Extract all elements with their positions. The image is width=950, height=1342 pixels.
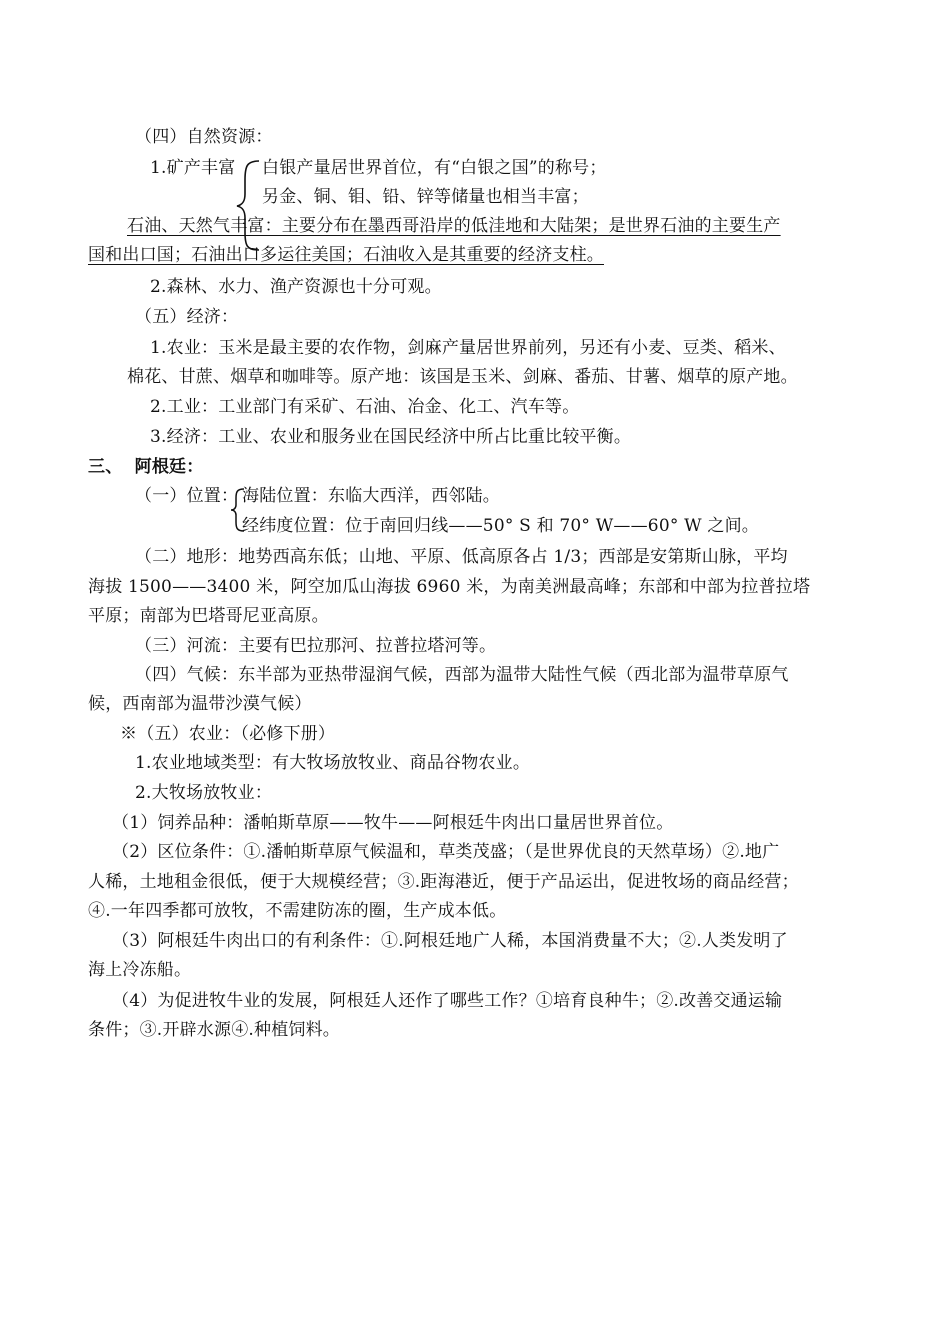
heading-economy: （五）经济： xyxy=(135,307,239,327)
item-beef-export-cont: 海上冷冻船。 xyxy=(88,960,192,980)
item-breeds: （1）饲养品种：潘帕斯草原——牧牛——阿根廷牛肉出口量居世界首位。 xyxy=(112,813,674,833)
item-lat-lon-location: 经纬度位置：位于南回归线——50° S 和 70° W——60° W 之间。 xyxy=(242,516,760,536)
item-oil-gas-cont: 国和出口国；石油出口多运往美国；石油收入是其重要的经济支柱。 xyxy=(88,245,604,265)
item-development-work: （4）为促进牧牛业的发展，阿根廷人还作了哪些工作？①培育良种牛；②.改善交通运输 xyxy=(112,991,783,1011)
brace-icon xyxy=(233,158,263,253)
item-development-work-cont: 条件；③.开辟水源④.种植饲料。 xyxy=(88,1020,341,1040)
item-beef-export: （3）阿根廷牛肉出口的有利条件：①.阿根廷地广人稀，本国消费量不大；②.人类发明了 xyxy=(112,931,788,951)
item-oil-gas: 石油、天然气丰富：主要分布在墨西哥沿岸的低洼地和大陆架；是世界石油的主要生产 xyxy=(127,216,781,236)
item-ranching: 2.大牧场放牧业： xyxy=(135,783,273,803)
item-location-conditions-cont1: 人稀，土地租金很低，便于大规模经营；③.距海港近，便于产品运出，促进牧场的商品经营； xyxy=(88,872,799,892)
item-minerals-label: 1.矿产丰富 xyxy=(150,158,236,178)
para-climate-cont: 候，西南部为温带沙漠气候） xyxy=(88,694,312,714)
item-agri-types: 1.农业地域类型：有大牧场放牧业、商品谷物农业。 xyxy=(135,753,531,773)
item-other-metals: 另金、铜、钼、铅、锌等储量也相当丰富； xyxy=(262,187,589,207)
item-location-conditions: （2）区位条件：①.潘帕斯草原气候温和，草类茂盛；（是世界优良的天然草场）②.地广 xyxy=(112,842,780,862)
item-agriculture-cont: 棉花、甘蔗、烟草和咖啡等。原产地：该国是玉米、剑麻、番茄、甘薯、烟草的原产地。 xyxy=(127,367,798,387)
para-terrain-cont2: 平原；南部为巴塔哥尼亚高原。 xyxy=(88,606,329,626)
item-economy: 3.经济：工业、农业和服务业在国民经济中所占比重比较平衡。 xyxy=(150,427,632,447)
item-silver: 白银产量居世界首位，有“白银之国”的称号； xyxy=(262,158,607,178)
item-location-conditions-cont2: ④.一年四季都可放牧，不需建防冻的圈，生产成本低。 xyxy=(88,901,507,921)
para-terrain: （二）地形：地势西高东低；山地、平原、低高原各占 1/3；西部是安第斯山脉，平均 xyxy=(135,547,788,567)
item-agriculture: 1.农业：玉米是最主要的农作物，剑麻产量居世界前列，另还有小麦、豆类、稻米、 xyxy=(150,338,786,358)
para-climate: （四）气候：东半部为亚热带湿润气候，西部为温带大陆性气候（西北部为温带草原气 xyxy=(135,665,789,685)
item-forest: 2.森林、水力、渔产资源也十分可观。 xyxy=(150,277,442,297)
item-industry: 2.工业：工业部门有采矿、石油、冶金、化工、汽车等。 xyxy=(150,397,580,417)
section-argentina: 三、 阿根廷： xyxy=(88,457,204,477)
item-sea-land-location: 海陆位置：东临大西洋，西邻陆。 xyxy=(242,486,500,506)
heading-natural-resources: （四）自然资源： xyxy=(135,127,273,147)
para-rivers: （三）河流：主要有巴拉那河、拉普拉塔河等。 xyxy=(135,636,497,656)
heading-location: （一）位置： xyxy=(135,486,239,506)
heading-agriculture: ※（五）农业：（必修下册） xyxy=(120,724,336,744)
para-terrain-cont1: 海拔 1500——3400 米，阿空加瓜山海拔 6960 米，为南美洲最高峰；东部和中部为拉普拉塔 xyxy=(88,577,811,597)
